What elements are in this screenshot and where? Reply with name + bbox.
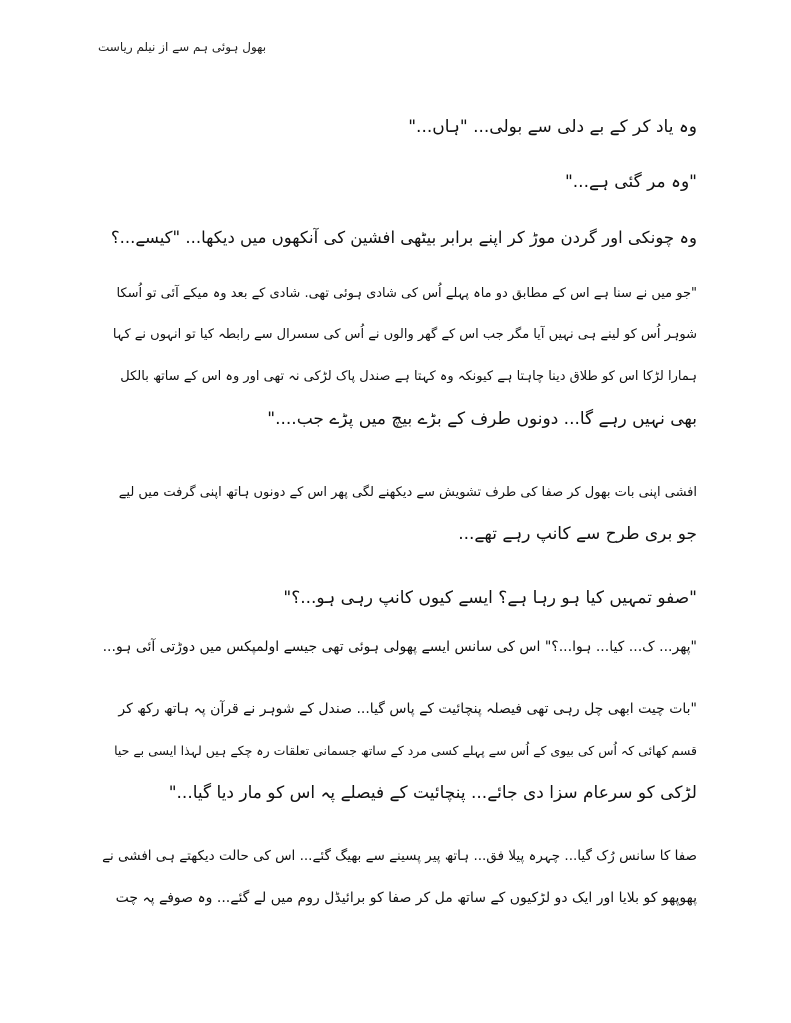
text-line: "صفو تمہیں کیا ہو رہا ہے؟ ایسے کیوں کانپ رہی ہو...؟" [283, 588, 697, 608]
text-line: وہ یاد کر کے بے دلی سے بولی... "ہاں..." [408, 117, 697, 137]
text-line: افشی اپنی بات بھول کر صفا کی طرف تشویش سے دیکھنے لگی پھر اس کے دونوں ہاتھ اپنی گرفت میں لیے [118, 485, 697, 500]
text-line: شوہر اُس کو لینے ہی نہیں آیا مگر جب اس کے گھر والوں نے اُس کی سسرال سے رابطہ کیا تو انہوں نے کہا [112, 327, 697, 342]
text-line: لڑکی کو سرعام سزا دی جائے... پنچائیت کے فیصلے پہ اس کو مار دیا گیا..." [168, 783, 697, 803]
text-line: پھوپھو کو بلایا اور ایک دو لڑکیوں کے ساتھ مل کر صفا کو برائیڈل روم میں لے گئے... وہ صوفے پہ چت [115, 890, 697, 906]
text-line: "پھر... ک... کیا... ہوا...؟" اس کی سانس ایسے پھولی ہوئی تھی جیسے اولمپکس میں دوڑتی آئی ہو... [102, 639, 697, 655]
text-line: بھی نہیں رہے گا... دونوں طرف کے بڑے بیچ میں پڑے جب...." [267, 409, 697, 429]
text-line: "جو میں نے سنا ہے اس کے مطابق دو ماہ پہلے اُس کی شادی ہوئی تھی. شادی کے بعد وہ میکے آئی تو اُسکا [116, 286, 697, 301]
text-line: ہمارا لڑکا اس کو طلاق دینا چاہتا ہے کیونکہ وہ کہتا ہے صندل پاک لڑکی نہ تھی اور وہ اس کے ساتھ بالکل [120, 369, 697, 384]
text-line: صفا کا سانس رُک گیا... چہرہ پیلا فق... ہاتھ پیر پسینے سے بھیگ گئے... اس کی حالت دیکھتے ہی افشی نے [102, 848, 697, 864]
text-line: "بات چیت ابھی چل رہی تھی فیصلہ پنچائیت کے پاس گیا... صندل کے شوہر نے قرآن پہ ہاتھ رکھ کر [118, 701, 697, 717]
text-line: "وہ مر گئی ہے..." [564, 172, 697, 192]
text-line: جو بری طرح سے کانپ رہے تھے... [458, 524, 697, 544]
document-body [100, 0, 697, 1023]
text-line: قسم کھائی کہ اُس کی بیوی کے اُس سے پہلے کسی مرد کے ساتھ جسمانی تعلقات رہ چکے ہیں لہذا ایسی بے حیا [114, 743, 697, 758]
page-header: بھول ہوئی ہم سے از نیلم ریاست [98, 40, 267, 54]
text-line: وہ چونکی اور گردن موڑ کر اپنے برابر بیٹھی افشین کی آنکھوں میں دیکھا... "کیسے...؟ [110, 228, 697, 247]
